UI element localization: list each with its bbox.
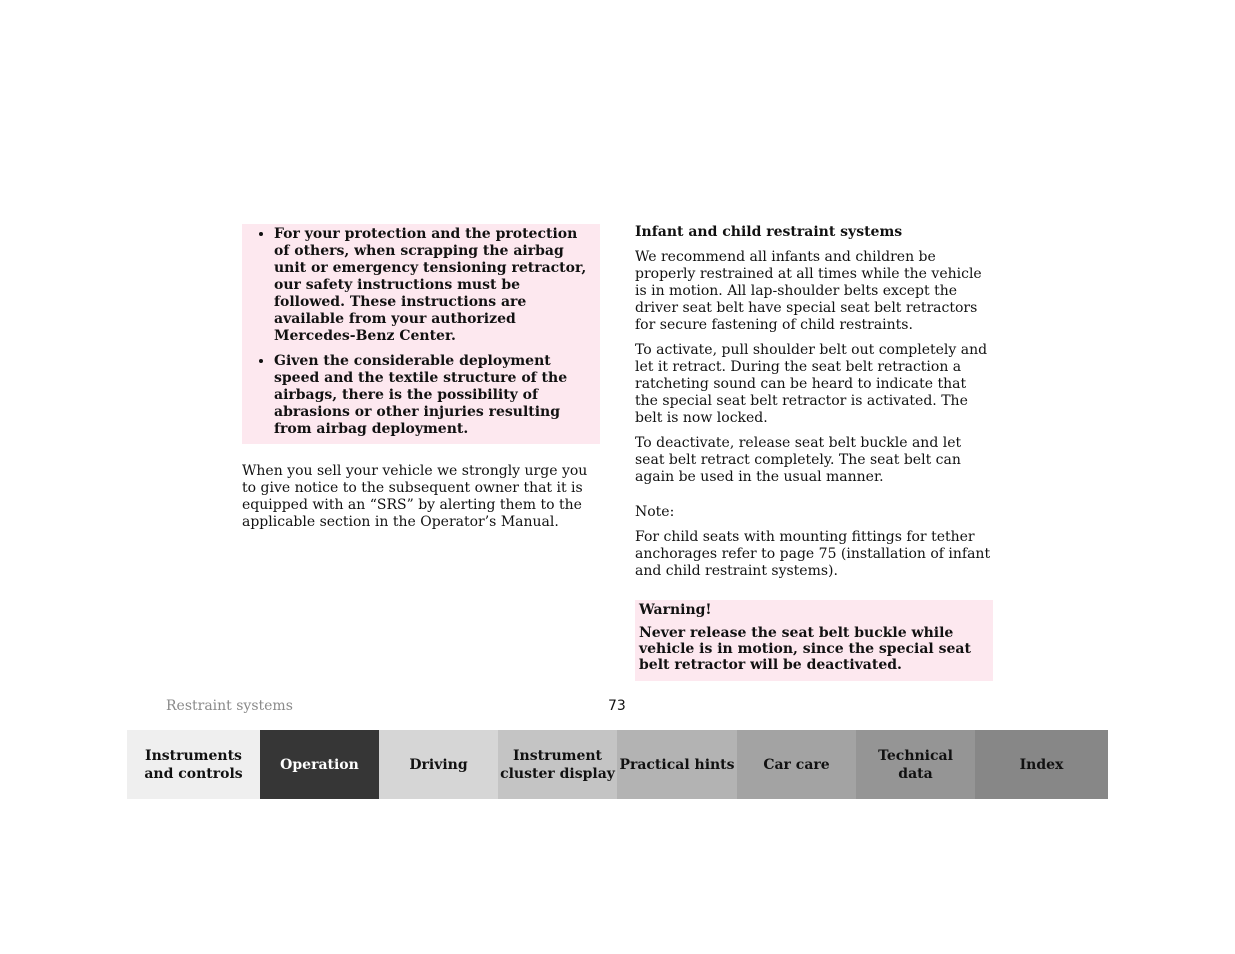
page-number: 73 — [608, 698, 626, 714]
body-paragraph: We recommend all infants and children be properly restrained at all times while the vehicle is in motion. All lap-shoulder belts except the driver seat belt have special seat belt retractors for secure fastening of child restraints. — [635, 249, 982, 333]
tab-index[interactable]: Index — [975, 730, 1108, 799]
body-paragraph: To activate, pull shoulder belt out completely and let it retract. During the seat belt retraction a ratcheting sound can be heard to indicate that the special seat belt retractor is activated. The belt is now locked. — [635, 342, 988, 426]
tab-instrument-cluster-display[interactable]: Instrument cluster display — [498, 730, 617, 799]
left-column — [242, 224, 600, 539]
footer-section-title: Restraint systems — [166, 698, 293, 714]
tab-instruments-and-controls[interactable]: Instruments and controls — [127, 730, 260, 799]
srs-resale-paragraph: When you sell your vehicle we strongly urge you to give notice to the subsequent owner that it is equipped with an “SRS” by alerting them to the applicable section in the Operator’s Manual. — [242, 463, 588, 530]
seat-belt-warning-box — [635, 600, 993, 681]
tab-driving[interactable]: Driving — [379, 730, 498, 799]
warning-bullet-item: • Given the considerable deployment speed and the textile structure of the airbags, there is the possibility of abrasions or other injuries resulting from airbag deployment. — [274, 353, 592, 438]
tab-technical-data[interactable]: Technical data — [856, 730, 975, 799]
section-heading: Infant and child restraint systems — [635, 224, 903, 240]
warning-title: Warning! — [639, 602, 712, 618]
airbag-warning-box — [242, 224, 600, 444]
note-label: Note: — [635, 504, 675, 520]
chapter-tab-bar — [127, 730, 1108, 799]
tab-operation[interactable]: Operation — [260, 730, 379, 799]
warning-bullet-item: • For your protection and the protection of others, when scrapping the airbag unit or emergency tensioning retractor, our safety instructions must be followed. These instructions are available from your authorized Mercedes-Benz Center. — [274, 226, 592, 345]
warning-text: Never release the seat belt buckle while vehicle is in motion, since the special seat belt retractor will be deactivated. — [639, 625, 971, 673]
warning-bullet-list — [242, 224, 600, 444]
note-text: For child seats with mounting fittings for tether anchorages refer to page 75 (installation of infant and child restraint systems). — [635, 529, 991, 579]
tab-car-care[interactable]: Car care — [737, 730, 856, 799]
right-column — [635, 224, 993, 681]
tab-practical-hints[interactable]: Practical hints — [617, 730, 737, 799]
body-paragraph: To deactivate, release seat belt buckle and let seat belt retract completely. The seat belt can again be used in the usual manner. — [635, 435, 962, 485]
